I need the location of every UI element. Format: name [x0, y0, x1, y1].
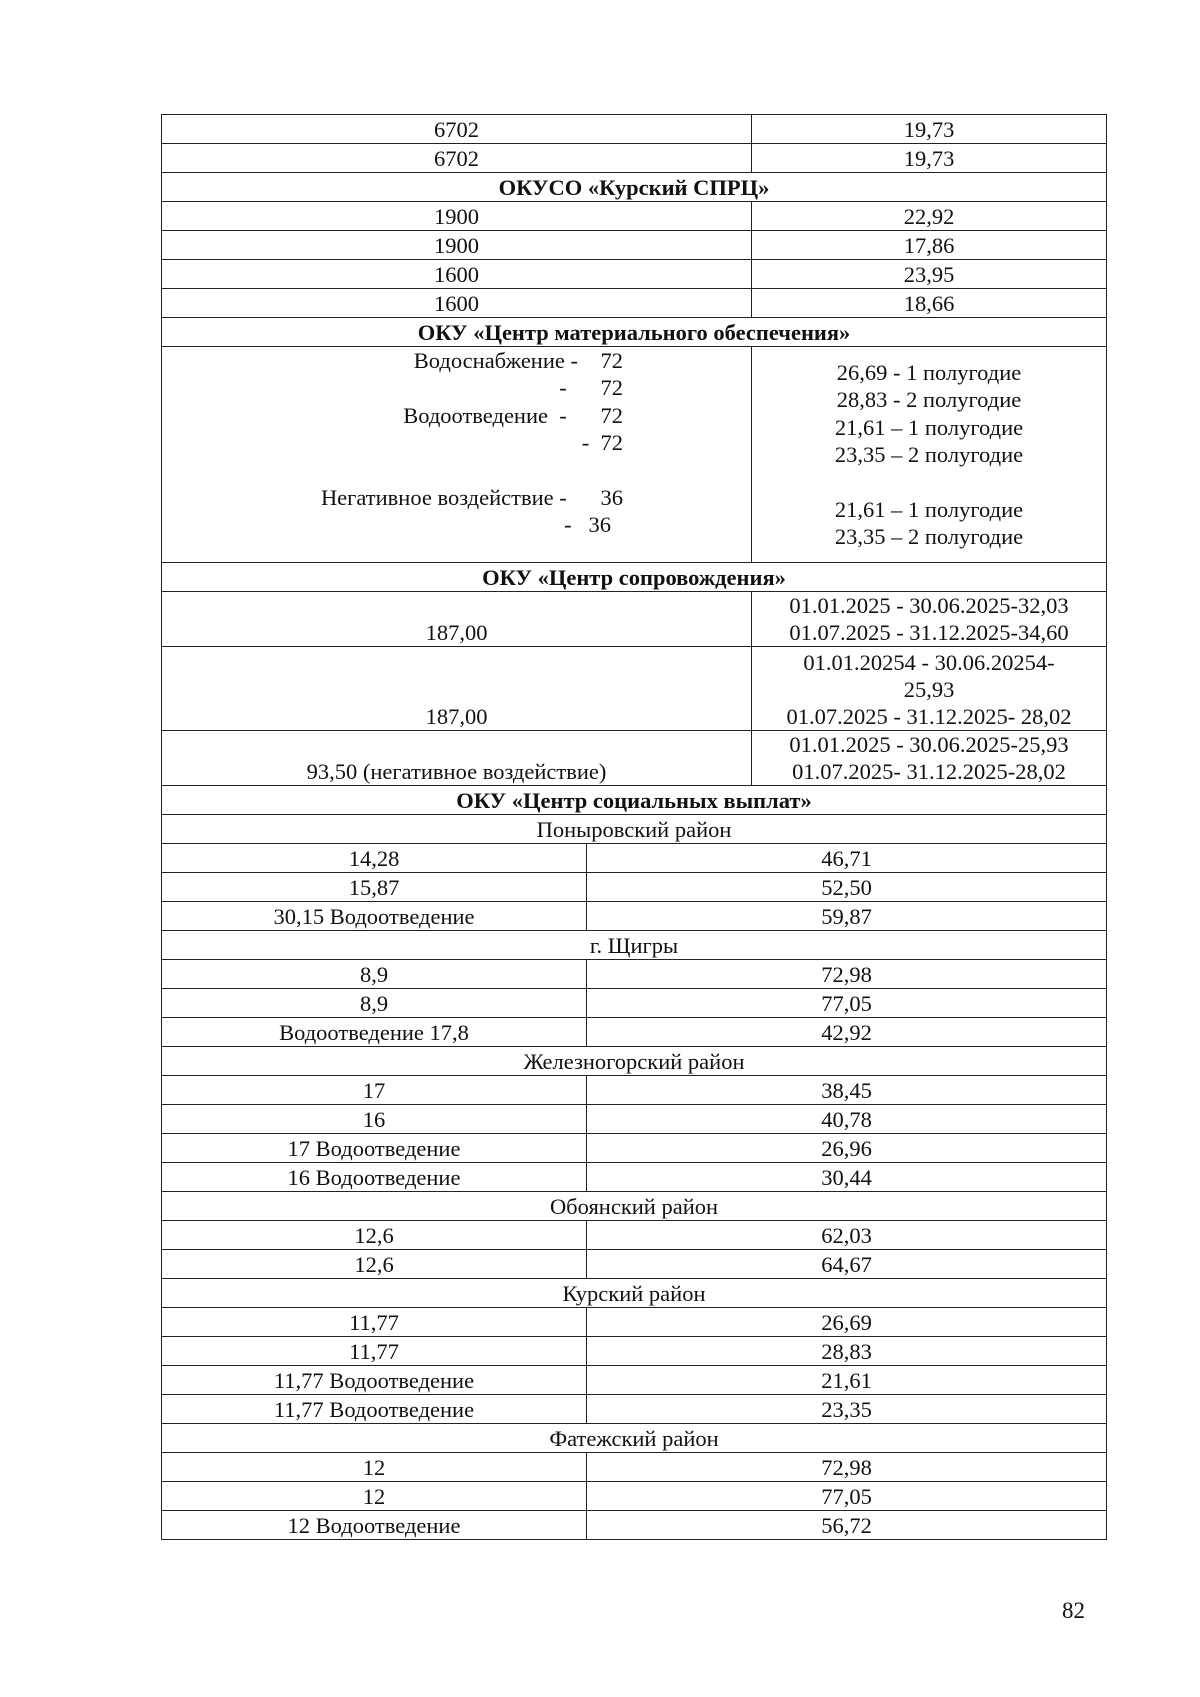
table-row	[162, 1018, 1107, 1047]
cmo-left-line: - 72	[559, 375, 623, 400]
cell-right	[752, 731, 1107, 786]
table-row	[162, 1250, 1107, 1279]
data-table	[161, 114, 1107, 1540]
table-row	[162, 1105, 1107, 1134]
table-row	[162, 1163, 1107, 1192]
cell-left: 11,77	[162, 1308, 587, 1337]
cell-left: 93,50 (негативное воздействие)	[162, 731, 752, 786]
cs-right-line: 01.01.2025 - 30.06.2025-25,93	[789, 732, 1069, 757]
cmo-right-line: 23,35 – 2 полугодие	[834, 524, 1024, 549]
cell-right: 52,50	[587, 873, 1107, 902]
table-row	[162, 202, 1107, 231]
table-row	[162, 260, 1107, 289]
cell-right: 22,92	[752, 202, 1107, 231]
cell-right: 42,92	[587, 1018, 1107, 1047]
cell-left: 14,28	[162, 844, 587, 873]
cell-left: 11,77 Водоотведение	[162, 1395, 587, 1424]
district-name: Обоянский район	[162, 1192, 1107, 1221]
district-name: Курский район	[162, 1279, 1107, 1308]
page-number: 82	[1062, 1598, 1085, 1623]
cell-left: 11,77	[162, 1337, 587, 1366]
cell-left: 12 Водоотведение	[162, 1511, 587, 1540]
table-row	[162, 647, 1107, 731]
cell-right: 21,61	[587, 1366, 1107, 1395]
cell-right: 38,45	[587, 1076, 1107, 1105]
section-header-row	[162, 786, 1107, 815]
district-header-row	[162, 1279, 1107, 1308]
district-name: г. Щигры	[162, 931, 1107, 960]
cell-right: 28,83	[587, 1337, 1107, 1366]
section-title-csv: ОКУ «Центр социальных выплат»	[162, 786, 1107, 815]
district-header-row	[162, 1047, 1107, 1076]
cell-right: 46,71	[587, 844, 1107, 873]
cell-left: 12	[162, 1453, 587, 1482]
cell-left: 8,9	[162, 960, 587, 989]
cell-left: 15,87	[162, 873, 587, 902]
cell-right: 30,44	[587, 1163, 1107, 1192]
table-row	[162, 989, 1107, 1018]
cell-right: 56,72	[587, 1511, 1107, 1540]
cell-right: 23,95	[752, 260, 1107, 289]
section-header-row	[162, 173, 1107, 202]
cell-right: 72,98	[587, 1453, 1107, 1482]
cs-right-line: 01.07.2025 - 31.12.2025-34,60	[789, 620, 1069, 645]
cell-left: 187,00	[162, 592, 752, 647]
section-header-row	[162, 318, 1107, 347]
section-title-kursky: ОКУСО «Курский СПРЦ»	[162, 173, 1107, 202]
table-row	[162, 1366, 1107, 1395]
cmo-left-line: - 72	[581, 430, 623, 455]
cmo-left-line: Негативное воздействие - 36	[320, 485, 623, 510]
cell-left: 12,6	[162, 1221, 587, 1250]
district-header-row	[162, 815, 1107, 844]
cell-left: 12	[162, 1482, 587, 1511]
cell-left: Водоотведение 17,8	[162, 1018, 587, 1047]
table-row	[162, 1221, 1107, 1250]
cell-right: 64,67	[587, 1250, 1107, 1279]
table-row	[162, 1511, 1107, 1540]
cell-left: 11,77 Водоотведение	[162, 1366, 587, 1395]
table-row	[162, 1076, 1107, 1105]
district-name: Железногорский район	[162, 1047, 1107, 1076]
cell-left: 187,00	[162, 647, 752, 731]
cell-left: 30,15 Водоотведение	[162, 902, 587, 931]
cell-left: 17 Водоотведение	[162, 1134, 587, 1163]
cell-right: 77,05	[587, 1482, 1107, 1511]
cmo-right-cell	[752, 347, 1107, 563]
table-row	[162, 289, 1107, 318]
district-name: Поныровский район	[162, 815, 1107, 844]
cell-left: 12,6	[162, 1250, 587, 1279]
cell-right: 18,66	[752, 289, 1107, 318]
cmo-left-line: Водоснабжение - 72	[413, 348, 623, 373]
table-row	[162, 347, 1107, 563]
table-row	[162, 873, 1107, 902]
cell-right: 19,73	[752, 144, 1107, 173]
cell-right: 59,87	[587, 902, 1107, 931]
district-header-row	[162, 1192, 1107, 1221]
cmo-left-line: Водоотведение - 72	[403, 403, 623, 428]
district-name: Фатежский район	[162, 1424, 1107, 1453]
table-row	[162, 144, 1107, 173]
table-row	[162, 231, 1107, 260]
cell-right: 62,03	[587, 1221, 1107, 1250]
cell-right	[752, 647, 1107, 731]
table-row	[162, 1453, 1107, 1482]
cmo-right-line: 26,69 - 1 полугодие	[836, 360, 1022, 385]
table-row	[162, 115, 1107, 144]
cell-left: 1600	[162, 289, 752, 318]
section-title-cmo: ОКУ «Центр материального обеспечения»	[162, 318, 1107, 347]
cmo-right-line: 28,83 - 2 полугодие	[836, 387, 1022, 412]
cell-left: 17	[162, 1076, 587, 1105]
table-row	[162, 1308, 1107, 1337]
table-row	[162, 1482, 1107, 1511]
cell-left: 6702	[162, 144, 752, 173]
cell-right: 23,35	[587, 1395, 1107, 1424]
cmo-right-line: 21,61 – 1 полугодие	[834, 497, 1024, 522]
cs-right-line: 01.07.2025 - 31.12.2025- 28,02	[786, 704, 1072, 729]
cmo-right-line: 21,61 – 1 полугодие	[834, 415, 1024, 440]
table-row	[162, 902, 1107, 931]
table-row	[162, 844, 1107, 873]
cs-right-line: 01.01.2025 - 30.06.2025-32,03	[789, 593, 1069, 618]
table-row	[162, 1337, 1107, 1366]
document-table-page	[161, 114, 1106, 1540]
table-row	[162, 1395, 1107, 1424]
cell-left: 1900	[162, 202, 752, 231]
cs-right-line: 25,93	[903, 677, 955, 702]
section-title-cs: ОКУ «Центр сопровождения»	[162, 563, 1107, 592]
cell-right: 19,73	[752, 115, 1107, 144]
cell-right: 26,96	[587, 1134, 1107, 1163]
cell-right: 40,78	[587, 1105, 1107, 1134]
table-row	[162, 960, 1107, 989]
cell-left: 8,9	[162, 989, 587, 1018]
cmo-left-cell	[162, 347, 752, 563]
table-row	[162, 1134, 1107, 1163]
table-row	[162, 592, 1107, 647]
cmo-left-line: - 36	[564, 512, 611, 537]
cs-right-line: 01.01.20254 - 30.06.20254-	[803, 650, 1055, 675]
cell-left: 16 Водоотведение	[162, 1163, 587, 1192]
cell-left: 1900	[162, 231, 752, 260]
cell-right: 26,69	[587, 1308, 1107, 1337]
table-row	[162, 731, 1107, 786]
cell-right	[752, 592, 1107, 647]
cmo-right-line: 23,35 – 2 полугодие	[834, 442, 1024, 467]
cell-left: 6702	[162, 115, 752, 144]
cell-left: 16	[162, 1105, 587, 1134]
cell-right: 77,05	[587, 989, 1107, 1018]
cs-right-line: 01.07.2025- 31.12.2025-28,02	[792, 759, 1066, 784]
district-header-row	[162, 1424, 1107, 1453]
cell-right: 17,86	[752, 231, 1107, 260]
district-header-row	[162, 931, 1107, 960]
cell-left: 1600	[162, 260, 752, 289]
cell-right: 72,98	[587, 960, 1107, 989]
section-header-row	[162, 563, 1107, 592]
